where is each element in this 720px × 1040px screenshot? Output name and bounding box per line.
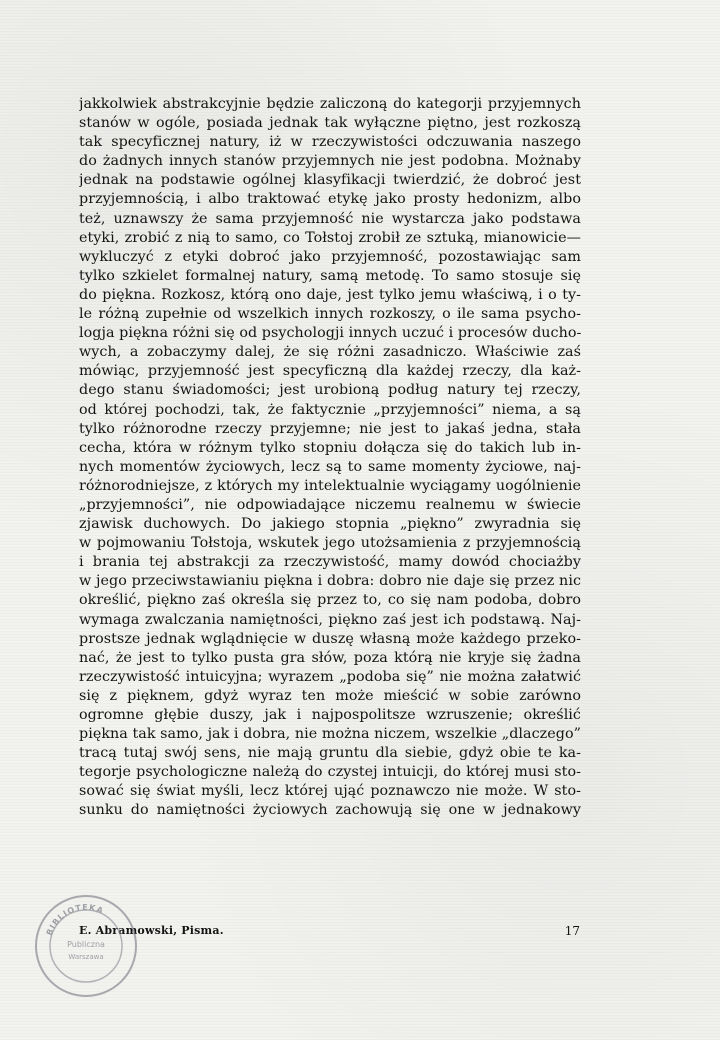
text-line-27: określić, piękno zaś określa się przez to, co się nam podoba, dobro: [79, 592, 581, 609]
footer-citation: E. Abramowski, Pisma.: [79, 924, 224, 937]
text-line-12: le różną zupełnie od wszelkich innych rozkoszy, o ile sama psycho-: [79, 306, 581, 323]
text-line-17: od której pochodzi, tak, że faktycznie „przyjemności” niema, a są: [79, 401, 581, 418]
text-line-8: etyki, zrobić z nią to samo, co Tołstoj zrobił ze sztuką, mianowicie—: [79, 229, 581, 246]
text-line-6: przyjemnością, i albo traktować etykę jako prosty hedonizm, albo: [79, 191, 581, 208]
text-line-25: i brania tej abstrakcji za rzeczywistość, mamy dowód chociażby: [79, 554, 581, 571]
text-line-30: nać, że jest to tylko pusta gra słów, poza którą nie kryje się żadna: [79, 649, 581, 666]
text-line-1: jakkolwiek abstrakcyjnie będzie zaliczoną do kategorji przyjemnych: [79, 96, 581, 112]
text-line-4: do żadnych innych stanów przyjemnych nie jest podobna. Możnaby: [79, 153, 581, 170]
text-line-32: się z pięknem, gdyż wyraz ten może mieścić w sobie zarówno: [79, 687, 581, 704]
text-line-22: „przyjemności”, nie odpowiadające niczemu realnemu w świecie: [79, 496, 581, 513]
text-line-31: rzeczywistość intuicyjna; wyrazem „podoba się” nie można załatwić: [79, 668, 581, 685]
text-line-2: stanów w ogóle, posiada jednak tak wyłączne piętno, jest rozkoszą: [79, 115, 581, 132]
text-line-36: tegorje psychologiczne należą do czystej intuicji, do której musi sto-: [79, 764, 581, 781]
text-line-5: jednak na podstawie ogólnej klasyfikacji twierdzić, że dobroć jest: [79, 172, 581, 189]
text-line-37: sować się świat myśli, lecz której ująć poznawczo nie może. W sto-: [79, 783, 581, 800]
text-line-13: logja piękna różni się od psychologji innych uczuć i procesów ducho-: [79, 325, 581, 342]
text-line-19: cecha, która w różnym tylko stopniu dołącza się do takich lub in-: [79, 439, 581, 456]
text-line-34: piękna tak samo, jak i dobra, nie można niczem, wszelkie „dlaczego”: [79, 726, 581, 743]
text-line-35: tracą tutaj swój sens, nie mają gruntu dla siebie, gdyż obie te ka-: [79, 745, 581, 762]
text-line-24: w pojmowaniu Tołstoja, wskutek jego utożsamienia z przyjemnością: [79, 535, 581, 552]
body-text: [79, 95, 581, 821]
stamp-text-top: BIBLIOTEKA: [44, 902, 106, 937]
text-line-28: wymaga zwalczania namiętności, piękno zaś jest ich podstawą. Naj-: [79, 611, 581, 628]
text-line-9: wykluczyć z etyki dobroć jako przyjemność, pozostawiając sam: [79, 248, 581, 265]
page-footer: [79, 920, 581, 942]
text-line-26: w jego przeciwstawianiu piękna i dobra: dobro nie daje się przez nic: [79, 573, 581, 590]
text-line-29: prostsze jednak wglądnięcie w duszę własną może każdego przeko-: [79, 630, 581, 647]
page-number: 17: [564, 924, 580, 938]
text-line-33: ogromne głębie duszy, jak i najpospolitsze wzruszenie; określić: [79, 707, 581, 723]
stamp-text-bottom: Warszawa: [68, 953, 104, 961]
text-line-18: tylko różnorodne rzeczy przyjemne; nie jest to jakaś jedna, stała: [79, 420, 581, 437]
text-line-10: tylko szkielet formalnej natury, samą metodę. To samo stosuje się: [79, 267, 581, 284]
text-line-15: mówiąc, przyjemność jest specyficzną dla każdej rzeczy, dla każ-: [79, 363, 581, 380]
text-line-38: sunku do namiętności życiowych zachowują się one w jednakowy: [79, 802, 581, 819]
text-line-7: też, uznawszy że sama przyjemność nie wystarcza jako podstawa: [79, 210, 581, 227]
text-line-11: do piękna. Rozkosz, którą ono daje, jest tylko jemu właściwą, i o ty-: [79, 286, 581, 303]
text-line-23: zjawisk duchowych. Do jakiego stopnia „piękno” zwyradnia się: [79, 516, 581, 533]
text-line-21: różnorodniejsze, z których my intelektualnie wyciągamy uogólnienie: [79, 477, 581, 494]
text-line-3: tak specyficznej natury, iż w rzeczywistości odczuwania naszego: [79, 134, 581, 151]
text-line-16: dego stanu świadomości; jest urobioną podług natury tej rzeczy,: [79, 382, 581, 399]
stamp-text-middle: Publiczna: [67, 940, 105, 949]
text-line-14: wych, a zobaczymy dalej, że się różni zasadniczo. Właściwie zaś: [79, 344, 581, 361]
text-line-20: nych momentów życiowych, lecz są to same momenty życiowe, naj-: [79, 458, 581, 475]
